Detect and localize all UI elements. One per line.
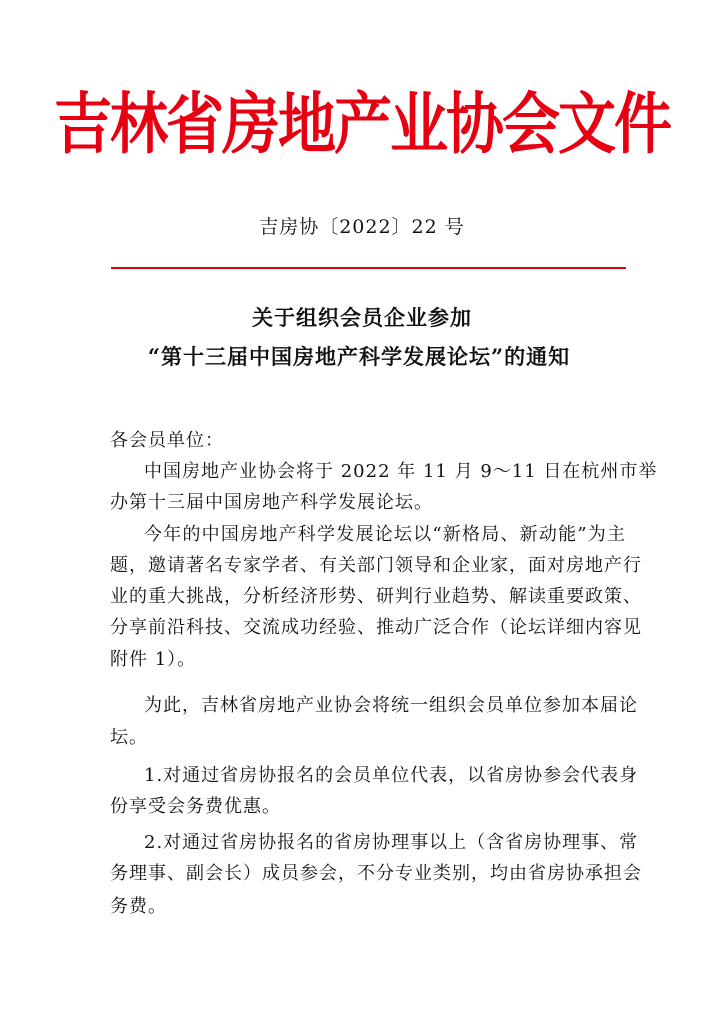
body-line: 附件 1）。: [110, 649, 197, 670]
body-line: 今年的中国房地产科学发展论坛以“新格局、新动能”为主: [144, 524, 626, 545]
document-number: 吉房协〔2022〕22 号: [259, 216, 465, 238]
body-line: 2.对通过省房协报名的省房协理事以上（含省房协理事、常: [144, 832, 639, 853]
salutation: 各会员单位：: [110, 430, 224, 451]
body-line: 坛。: [110, 727, 148, 748]
body-line: 分享前沿科技、交流成功经验、推动广泛合作（论坛详细内容见: [110, 617, 642, 638]
body-line: 务理事、副会长）成员参会，不分专业类别，均由省房协承担会: [110, 863, 642, 884]
body-line: 份享受会务费优惠。: [110, 796, 281, 817]
notice-title-line-2: “第十三届中国房地产科学发展论坛”的通知: [147, 344, 571, 369]
body-line: 务费。: [110, 896, 167, 917]
body-line: 1.对通过省房协报名的会员单位代表，以省房协参会代表身: [144, 765, 639, 786]
issuing-authority-title: 吉林省房地产业协会文件: [53, 84, 670, 164]
body-line: 题，邀请著名专家学者、有关部门领导和企业家，面对房地产行: [110, 555, 642, 576]
body-line: 业的重大挑战，分析经济形势、研判行业趋势、解读重要政策、: [110, 586, 642, 607]
body-line: 办第十三届中国房地产科学发展论坛。: [110, 492, 433, 513]
notice-title-line-1: 关于组织会员企业参加: [252, 305, 472, 330]
red-divider-line: [111, 267, 626, 269]
body-line: 为此，吉林省房地产业协会将统一组织会员单位参加本届论: [144, 695, 638, 716]
body-line: 中国房地产业协会将于 2022 年 11 月 9～11 日在杭州市举: [144, 461, 658, 482]
